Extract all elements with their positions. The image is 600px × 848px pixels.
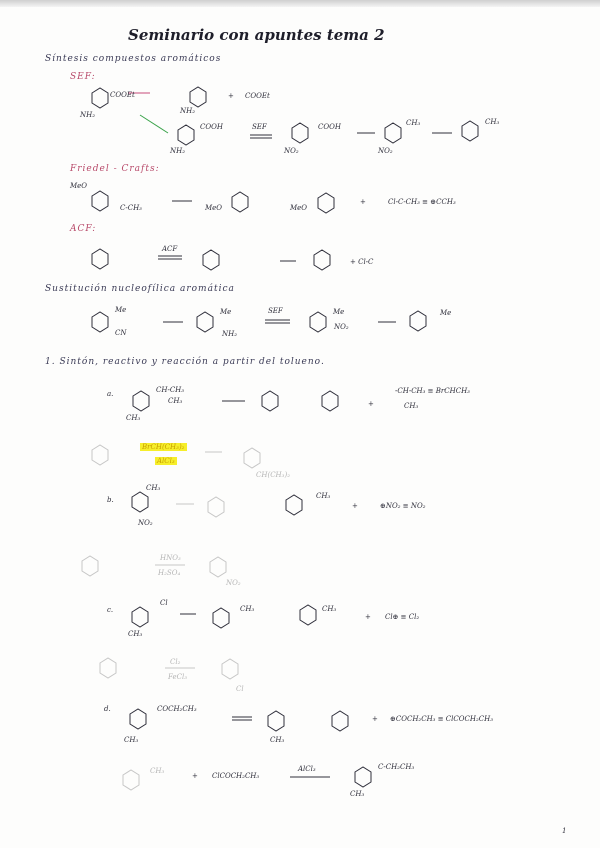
label-b-no2: NO₂ [138,519,153,527]
benzene-ring-a-3 [322,391,338,411]
benzene-ring-d-1 [130,709,146,729]
faint-ring-d-1 [123,770,139,790]
heading-sustitucion: Sustitución nucleofílica aromática [45,284,235,294]
label-ch3: CH₃ [406,119,421,127]
label-cooh: COOH [200,123,223,131]
benzene-ring-sef-5 [385,123,401,143]
benzene-ring-a-1 [133,391,149,411]
benzene-ring-sn-1 [92,312,108,332]
reagent-a-2: AlCl₃ [157,457,175,465]
label-c-frag: Cl⊕ ≡ Cl₂ [385,613,420,621]
reagent-b-2: H₂SO₄ [158,569,181,577]
benzene-ring-fc-3 [318,193,334,213]
label-c-cl: Cl [160,599,168,607]
label-acyl: Cl-C-CH₃ ≡ ⊕CCH₃ [388,198,456,206]
label-meo-3: MeO [290,204,308,212]
label-b-plus: + [352,502,358,510]
benzene-ring-c-1 [132,607,148,627]
label-d-sub: COCH₂CH₃ [157,705,197,713]
faint-ring-a-1 [92,445,108,465]
label-d-catalyst: AlCl₃ [298,765,316,773]
benzene-ring-b-1 [132,492,148,512]
label-nh2-c: NH₂ [170,147,186,155]
label-nh2-sn: NH₂ [222,330,238,338]
label-c-ch3: C-CH₃ [120,204,142,212]
label-d-prod-ch3: CH₃ [350,790,365,798]
label-no2-b: NO₂ [378,147,393,155]
label-a-prod: CH(CH₃)₂ [256,471,290,479]
label-d-ch3b: CH₃ [270,736,285,744]
label-acf-plus: + Cl-C [350,258,374,266]
label-b-frag: ⊕NO₂ ≡ NO₂ [380,502,426,510]
page-number: 1 [562,827,567,835]
label-a-frag: -CH-CH₃ ≡ BrCHCH₃ [395,387,470,395]
label-c-ch3b: CH₃ [240,605,255,613]
label-no2-sn: NO₂ [334,323,349,331]
label-b-prod: NO₂ [226,579,241,587]
label-acf: ACF [162,245,178,253]
heading-sintesis: Síntesis compuestos aromáticos [45,54,222,64]
label-c-ch3c: CH₃ [322,605,337,613]
label-meo-2: MeO [205,204,223,212]
label-cn: CN [115,329,127,337]
label-fc-plus: + [360,198,366,206]
reagent-b-1: HNO₃ [160,554,181,562]
faint-ring-a-2 [244,448,260,468]
benzene-ring-sef-3 [178,125,194,145]
label-sef: SEF [252,123,267,131]
faint-ring-b-2 [210,557,226,577]
label-d-frag: ⊕COCH₂CH₃ ≡ ClCOCH₂CH₃ [390,715,494,723]
label-plus: + [228,92,234,100]
heading-exercise: 1. Sintón, reactivo y reacción a partir del tolueno. [45,357,325,367]
label-nh2-b: NH₂ [180,107,196,115]
label-c-ch3: CH₃ [128,630,143,638]
reagent-c-2: FeCl₃ [168,673,188,681]
label-me-3: Me [333,308,345,316]
benzene-ring-d-4 [355,767,371,787]
label-d-ch3: CH₃ [124,736,139,744]
ring-b-2 [208,497,224,517]
reagent-c-1: Cl₂ [170,658,181,666]
benzene-ring-sn-3 [310,312,326,332]
benzene-ring-sn-2 [197,312,213,332]
label-cooh-2: COOH [318,123,341,131]
label-a-sub: CH-CH₃ [156,386,185,394]
label-c-prod: Cl [236,685,244,693]
faint-ring-c-2 [222,659,238,679]
benzene-ring-fc-1 [92,191,108,211]
benzene-ring-sn-4 [410,311,426,331]
label-b-ch3b: CH₃ [316,492,331,500]
benzene-ring-a-2 [262,391,278,411]
label-no2: NO₂ [284,147,299,155]
benzene-ring-sef-1 [92,88,108,108]
label-ch3-b: CH₃ [485,118,500,126]
label-d-reagent: ClCOCH₂CH₃ [212,772,260,780]
faint-ring-b-1 [82,556,98,576]
benzene-ring-d-2 [268,711,284,731]
label-d-prod: C-CH₂CH₃ [378,763,415,771]
benzene-ring-c-2 [213,608,229,628]
label-a: a. [107,390,114,398]
label-me-4: Me [440,309,452,317]
label-c-plus: + [365,613,371,621]
label-a-sub2: CH₃ [168,397,183,405]
green-arrow [140,115,168,133]
label-d-ch3c: CH₃ [150,767,165,775]
label-b: b. [107,496,114,504]
label-d: d. [104,705,111,713]
label-d-plus: + [372,715,378,723]
label-cooet: COOEt [110,91,135,99]
label-sef-sn: SEF [268,307,283,315]
label-a-plus: + [368,400,374,408]
label-me-2: Me [220,308,232,316]
reagent-a-1: BrCH(CH₃)₂ [142,443,185,451]
heading-sef: SEF: [70,72,96,82]
page-title: Seminario con apuntes tema 2 [128,26,385,44]
label-me: Me [115,306,127,314]
label-c: c. [107,606,114,614]
label-nh2: NH₂ [80,111,96,119]
label-meo: MeO [70,182,88,190]
label-cooet-2: COOEt [245,92,270,100]
benzene-ring-acf-3 [314,250,330,270]
benzene-ring-c-3 [300,605,316,625]
benzene-ring-b-3 [286,495,302,515]
heading-acf: ACF: [70,224,97,234]
label-b-ch3: CH₃ [146,484,161,492]
label-a-ch3: CH₃ [126,414,141,422]
benzene-ring-d-3 [332,711,348,731]
label-d-plus2: + [192,772,198,780]
heading-friedel: Friedel - Crafts: [70,164,160,174]
label-a-frag2: CH₃ [404,402,419,410]
benzene-ring-sef-4 [292,123,308,143]
benzene-ring-fc-2 [232,192,248,212]
benzene-ring-acf-2 [203,250,219,270]
benzene-ring-sef-2 [190,87,206,107]
benzene-ring-sef-6 [462,121,478,141]
benzene-ring-acf-1 [92,249,108,269]
faint-ring-c-1 [100,658,116,678]
